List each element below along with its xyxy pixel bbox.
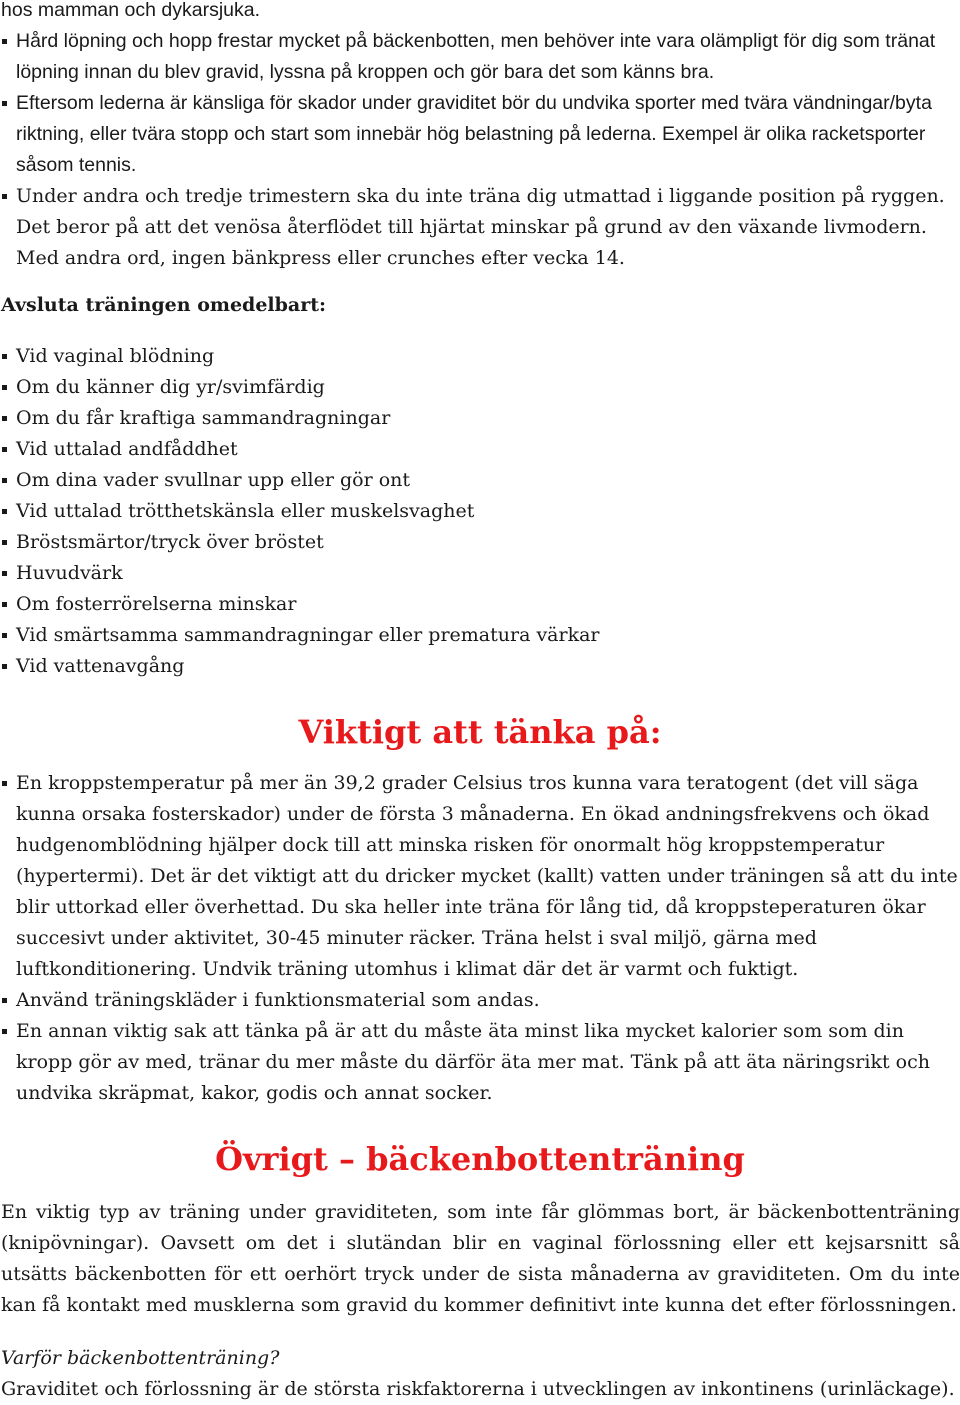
list-item: Vid smärtsamma sammandragningar eller prematura värkar — [0, 620, 960, 651]
list-item: Vid uttalad andfåddhet — [0, 434, 960, 465]
list-item: Under andra och tredje trimestern ska du inte träna dig utmattad i liggande position på ryggen. Det beror på att det venösa återflödet till hjärtat minskar på grund av den växande livmodern. Med andra ord, ingen bänkpress eller crunches efter vecka 14. — [0, 181, 960, 274]
list-item: Använd träningskläder i funktionsmaterial som andas. — [0, 985, 960, 1016]
intro-fragment: hos mamman och dykarsjuka. — [1, 0, 261, 21]
list-item: Vid vaginal blödning — [0, 341, 960, 372]
list-item: Vid uttalad trötthetskänsla eller muskelsvaghet — [0, 496, 960, 527]
why-paragraph: Graviditet och förlossning är de största riskfaktorerna i utvecklingen av inkontinens (urinläckage). — [1, 1378, 955, 1400]
stop-heading: Avsluta träningen omedelbart: — [1, 294, 327, 316]
list-item: En annan viktig sak att tänka på är att du måste äta minst lika mycket kalorier som som din kropp gör av med, tränar du mer måste du därför äta mer mat. Tänk på att äta näringsrikt och undvika skräpmat, kakor, godis och annat socker. — [0, 1016, 960, 1109]
top-bullet-list — [0, 26, 960, 274]
pelvic-paragraph: En viktig typ av träning under graviditeten, som inte får glömmas bort, är bäckenbottenträning (knipövningar). Oavsett om det i slutändan blir en vaginal förlossning eller ett kejsarsnitt så utsätts bäckenbotten för ett oerhört tryck under de sista månaderna av graviditeten. Om du inte kan få kontakt med musklerna som gravid du kommer definitivt inte kunna det efter förlossningen. — [1, 1201, 960, 1316]
list-item: En kroppstemperatur på mer än 39,2 grader Celsius tros kunna vara teratogent (det vill säga kunna orsaka fosterskador) under de första 3 månaderna. En ökad andningsfrekvens och ökad hudgenomblödning hjälper dock till att minska risken för onormalt hög kroppstemperatur (hypertermi). Det är det viktigt att du dricker mycket (kallt) vatten under träningen så att du inte blir uttorkad eller överhettad. Du ska heller inte träna för lång tid, då kroppsteperaturen ökar succesivt under aktivitet, 30-45 minuter räcker. Träna helst i sval miljö, gärna med luftkonditionering. Undvik träning utomhus i klimat där det är varmt och fuktigt. — [0, 768, 960, 985]
list-item: Hård löpning och hopp frestar mycket på bäckenbotten, men behöver inte vara olämpligt för dig som tränat löpning innan du blev gravid, lyssna på kroppen och gör bara det som känns bra. — [0, 26, 960, 88]
list-item: Bröstsmärtor/tryck över bröstet — [0, 527, 960, 558]
why-heading: Varför bäckenbottenträning? — [1, 1347, 280, 1369]
important-heading: Viktigt att tänka på: — [298, 713, 662, 751]
list-item: Om du får kraftiga sammandragningar — [0, 403, 960, 434]
list-item: Vid vattenavgång — [0, 651, 960, 682]
list-item: Eftersom lederna är känsliga för skador under graviditet bör du undvika sporter med tvära vändningar/byta riktning, eller tvära stopp och start som innebär hög belastning på lederna. Exempel är olika racketsporter såsom tennis. — [0, 88, 960, 181]
list-item: Om dina vader svullnar upp eller gör ont — [0, 465, 960, 496]
pelvic-heading: Övrigt – bäckenbottenträning — [215, 1140, 745, 1178]
stop-list — [0, 341, 960, 682]
list-item: Om fosterrörelserna minskar — [0, 589, 960, 620]
important-list — [0, 768, 960, 1109]
list-item: Om du känner dig yr/svimfärdig — [0, 372, 960, 403]
list-item: Huvudvärk — [0, 558, 960, 589]
